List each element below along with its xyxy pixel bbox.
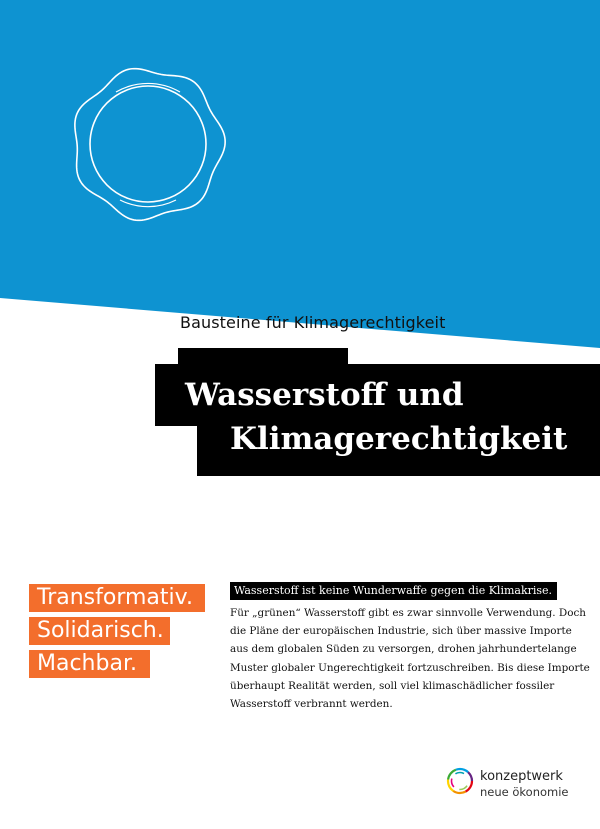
seal-highlight-arc (120, 200, 176, 207)
intro-body-line: Muster globaler Ungerechtigkeit fortzuschreiben. Bis diese Importe (230, 661, 590, 674)
seal-inner-ring (90, 86, 206, 202)
intro-lead: Wasserstoff ist keine Wunderwaffe gegen die Klimakrise. (230, 582, 557, 600)
logo-name: konzeptwerk (480, 769, 563, 784)
page-subtitle: Bausteine für Klimagerechtigkeit (180, 313, 446, 332)
title-line-1: Wasserstoff und (185, 377, 464, 413)
intro-body-line: die Pläne der europäischen Industrie, sich über massive Importe (230, 625, 572, 638)
logo-subtitle: neue ökonomie (480, 785, 569, 799)
intro-body-line: überhaupt Realität werden, soll viel klimaschädlicher fossiler (230, 679, 555, 692)
konzeptwerk-logo (444, 765, 594, 805)
wavy-circle-seal-icon (68, 64, 228, 224)
slogan-machbar: Machbar. (29, 650, 150, 678)
title-line-2: Klimagerechtigkeit (230, 421, 568, 457)
slogan-transformativ: Transformativ. (29, 584, 205, 612)
intro-body-line: Für „grünen“ Wasserstoff gibt es zwar sinnvolle Verwendung. Doch (230, 607, 586, 619)
intro-body-line: aus dem globalen Süden zu versorgen, drohen jahrhundertelange (230, 643, 577, 656)
slogan-solidarisch: Solidarisch. (29, 617, 170, 645)
seal-outer-ring (75, 69, 225, 221)
intro-body-line: Wasserstoff verbrannt werden. (230, 698, 393, 711)
intro-body (230, 604, 590, 713)
rainbow-ring-logo-icon (444, 765, 476, 797)
page-title (185, 373, 595, 461)
